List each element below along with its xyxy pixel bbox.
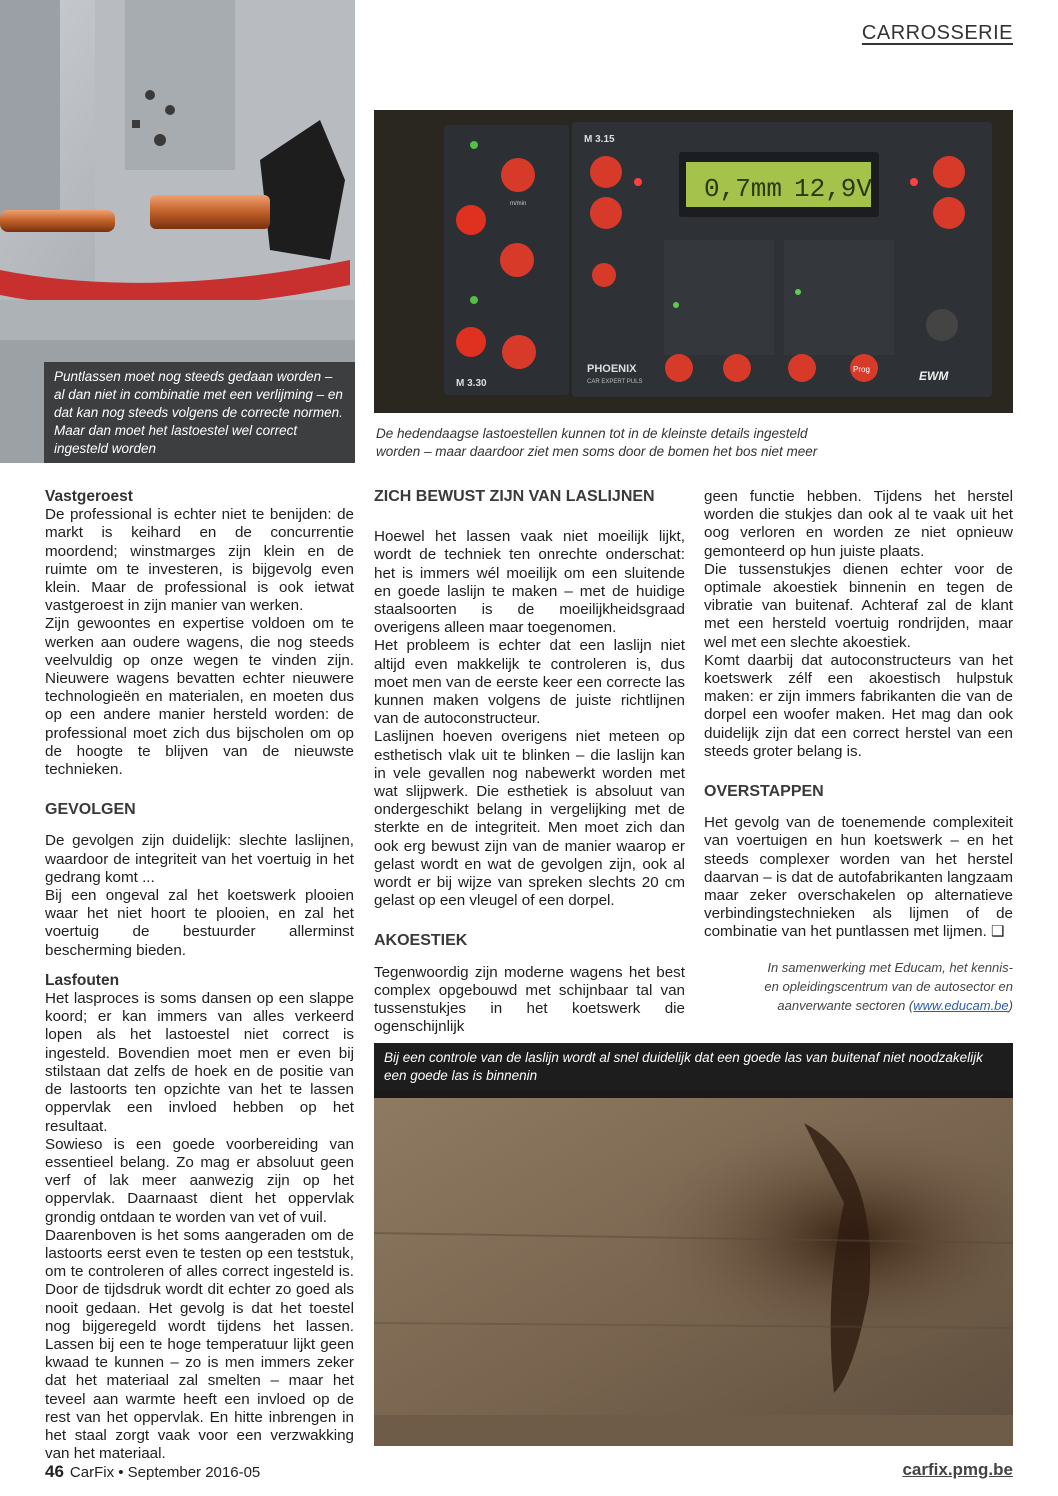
publication-name: CarFix • September 2016-05 (69, 1464, 261, 1481)
spot-welder-photo (0, 0, 355, 463)
display-right-value: 12,9V (794, 174, 873, 204)
paragraph: Komt daarbij dat autoconstructeurs van het koetswerk zélf een akoestisch hulpstuk maken: er zijn immers fabrikanten die van de dorpel een woofer maken. Het mag dan ook duidelijk zijn dat een correct herstel van een steeds groter belang is. (704, 651, 1013, 760)
paragraph (704, 814, 1013, 941)
heading-akoestiek: AKOESTIEK (374, 932, 468, 950)
heading-lasfouten: Lasfouten (45, 971, 120, 989)
credit-text: In samenwerking met Educam, het kennis- en opleidingscentrum van de autosector en aanverwante sectoren ( (764, 960, 1013, 1013)
column-1 (45, 488, 354, 1463)
brand-label: PHOENIX (587, 363, 637, 375)
paragraph: Het probleem is echter dat een laslijn niet altijd even makkelijk te controleren is, dus moet men van de eerste keer een correcte las kunnen maken volgens de juiste richtlijnen van de autoconstructeur. (374, 637, 685, 728)
paragraph: Laslijnen hoeven overigens niet meteen op esthetisch vlak uit te blinken – die laslijn kan in vele gevallen nog nabewerkt worden met wat slijpwerk. Die esthetiek is absoluut van ondergeschikt belang in vergelijking met de sterkte en de integriteit. Men moet zich dan ook erg bewust zijn van de manier waarop er gelast wordt en wat de gevolgen zijn, ook al wordt er bij wijze van spreken slechts 20 cm gelast op een vleugel of een dorpel. (374, 728, 685, 910)
heading-vastgeroest: Vastgeroest (45, 488, 133, 505)
column-3 (704, 488, 1013, 942)
credit-note (753, 958, 1013, 1015)
paragraph: Sowieso is een goede voorbereiding van essentieel belang. Zo mag er absoluut geen verf of lak meer aanwezig zijn op het oppervlak. Daarnaast dient het oppervlak grondig ontdaan te worden van vet of vuil. (45, 1135, 354, 1226)
paragraph: De gevolgen zijn duidelijk: slechte laslijnen, waardoor de integriteit van het voertuig in het gedrang komt ... (45, 832, 354, 886)
paragraph: De professional is echter niet te benijden: de markt is keihard en de concurrentie moordend; winstmarges zijn klein en de ruimte om te investeren, is bijgevolg even klein. Maar de professional is ook ietwat vastgeroest in zijn manier van werken. (45, 506, 354, 615)
footer-publication (45, 1462, 260, 1482)
maker-label: EWM (919, 369, 949, 383)
section-label: CARROSSERIE (861, 22, 1013, 44)
heading-laslijnen: ZICH BEWUST ZIJN VAN LASLIJNEN (374, 488, 655, 505)
weld-section-image (374, 1043, 1013, 1446)
paragraph: Bij een ongeval zal het koetswerk plooien waar het niet hoort te plooien, en zal het voertuig de bestuurder allerminst bescherming bieden. (45, 887, 354, 959)
prog-button-label: Prog (853, 365, 870, 374)
dial-unit-label: m/min (510, 201, 527, 207)
display-left-value: 0,7mm (704, 174, 783, 204)
weld-section-photo (374, 1043, 1013, 1446)
paragraph: Hoewel het lassen vaak niet moeilijk lijkt, wordt de techniek ten onrechte onderschat: het is immers wél moeilijk om een sluitende en goede laslijn te maken – met de huidige staalsoorten is de moeilijkheidsgraad overigens alleen maar toegenomen. (374, 528, 685, 637)
footer-website[interactable]: carfix.pmg.be (902, 1460, 1013, 1479)
educam-link[interactable]: www.educam.be (913, 998, 1009, 1013)
column-2 (374, 488, 685, 1036)
panel-right-label: M 3.15 (584, 134, 615, 145)
end-mark-icon: ❑ (991, 923, 1005, 941)
panel-left-label: M 3.30 (456, 378, 487, 389)
paragraph-text: Het gevolg van de toenemende complexiteit van voertuigen en hun koetswerk – en het steeds complexer worden van het herstel daarvan – is dat de autofabrikanten langzaam maar zeker overschakelen op alternatieve verbindingstechnieken als lijmen of de combinatie van het puntlassen met lijmen. (704, 814, 1013, 941)
brand-sub-label: CAR EXPERT PULS (587, 379, 643, 385)
paragraph: Zijn gewoontes en expertise voldoen om te werken aan oudere wagens, die nog steeds veelvuldig op onze wegen te vinden zijn. Nieuwere wagens bevatten echter nieuwere technologieën en materialen, en moeten dus op een andere manier hersteld worden: de professional moet zich dus bijscholen om op de hoogte te blijven van de nieuwste technieken. (45, 615, 354, 779)
credit-close: ) (1008, 998, 1013, 1013)
welding-panel-image (374, 110, 1013, 413)
heading-gevolgen: GEVOLGEN (45, 801, 136, 819)
paragraph: Die tussenstukjes dienen echter voor de optimale akoestiek binnenin en tegen de vibratie van buitenaf. Achteraf zal de klant met een hersteld voertuig rondrijden, maar wel met een slechte akoestiek. (704, 560, 1013, 651)
paragraph: Daarenboven is het soms aangeraden om de lastoorts eerst even te testen op een teststuk, om te controleren of alles correct ingesteld is. Door de tijdsdruk wordt dit echter zo goed als nooit gedaan. Het gevolg is dat het toestel nog bijgeregeld wordt tijdens het lassen. Lassen bij een te hoge temperatuur lijkt geen kwaad te kunnen – zo is men immers zeker dat het materiaal zal smelten – maar het teveel aan warmte heeft een invloed op de rest van het oppervlak. En hitte inbrengen in het staal zorgt vaak voor een verzwakking van het materiaal. (45, 1226, 354, 1463)
weld-section-caption: Bij een controle van de laslijn wordt al snel duidelijk dat een goede las van buitenaf niet noodzakelijk een goede las is binnenin (374, 1043, 1013, 1091)
page-number: 46 (45, 1462, 64, 1481)
welding-machine-caption: De hedendaagse lastoestellen kunnen tot in de kleinste details ingesteld worden – maar daardoor ziet men soms door de bomen het bos niet meer (376, 426, 818, 459)
heading-overstappen: OVERSTAPPEN (704, 783, 824, 801)
paragraph: Het lasproces is soms dansen op een slappe koord; er kan immers van alles verkeerd lopen als het lastoestel niet correct is ingesteld. Bovendien moet men er even bij stilstaan dat zelfs de hoek en de positie van de lastoorts ten opzichte van het te lassen oppervlak een invloed hebben op het resultaat. (45, 990, 354, 1135)
paragraph: Tegenwoordig zijn moderne wagens het best complex opgebouwd met schijnbaar tal van tussenstukjes in het koetswerk die ogenschijnlijk (374, 963, 685, 1036)
paragraph: geen functie hebben. Tijdens het herstel worden die stukjes dan ook al te vaak uit het oog verloren en worden ze niet opnieuw gemonteerd op hun juiste plaats. (704, 488, 1013, 560)
spot-welder-caption: Puntlassen moet nog steeds gedaan worden – al dan niet in combinatie met een verlijming – en dat kan nog steeds volgens de correcte normen. Maar dan moet het lastoestel wel correct ingesteld worden (44, 362, 355, 463)
welding-machine-photo (374, 110, 1013, 413)
